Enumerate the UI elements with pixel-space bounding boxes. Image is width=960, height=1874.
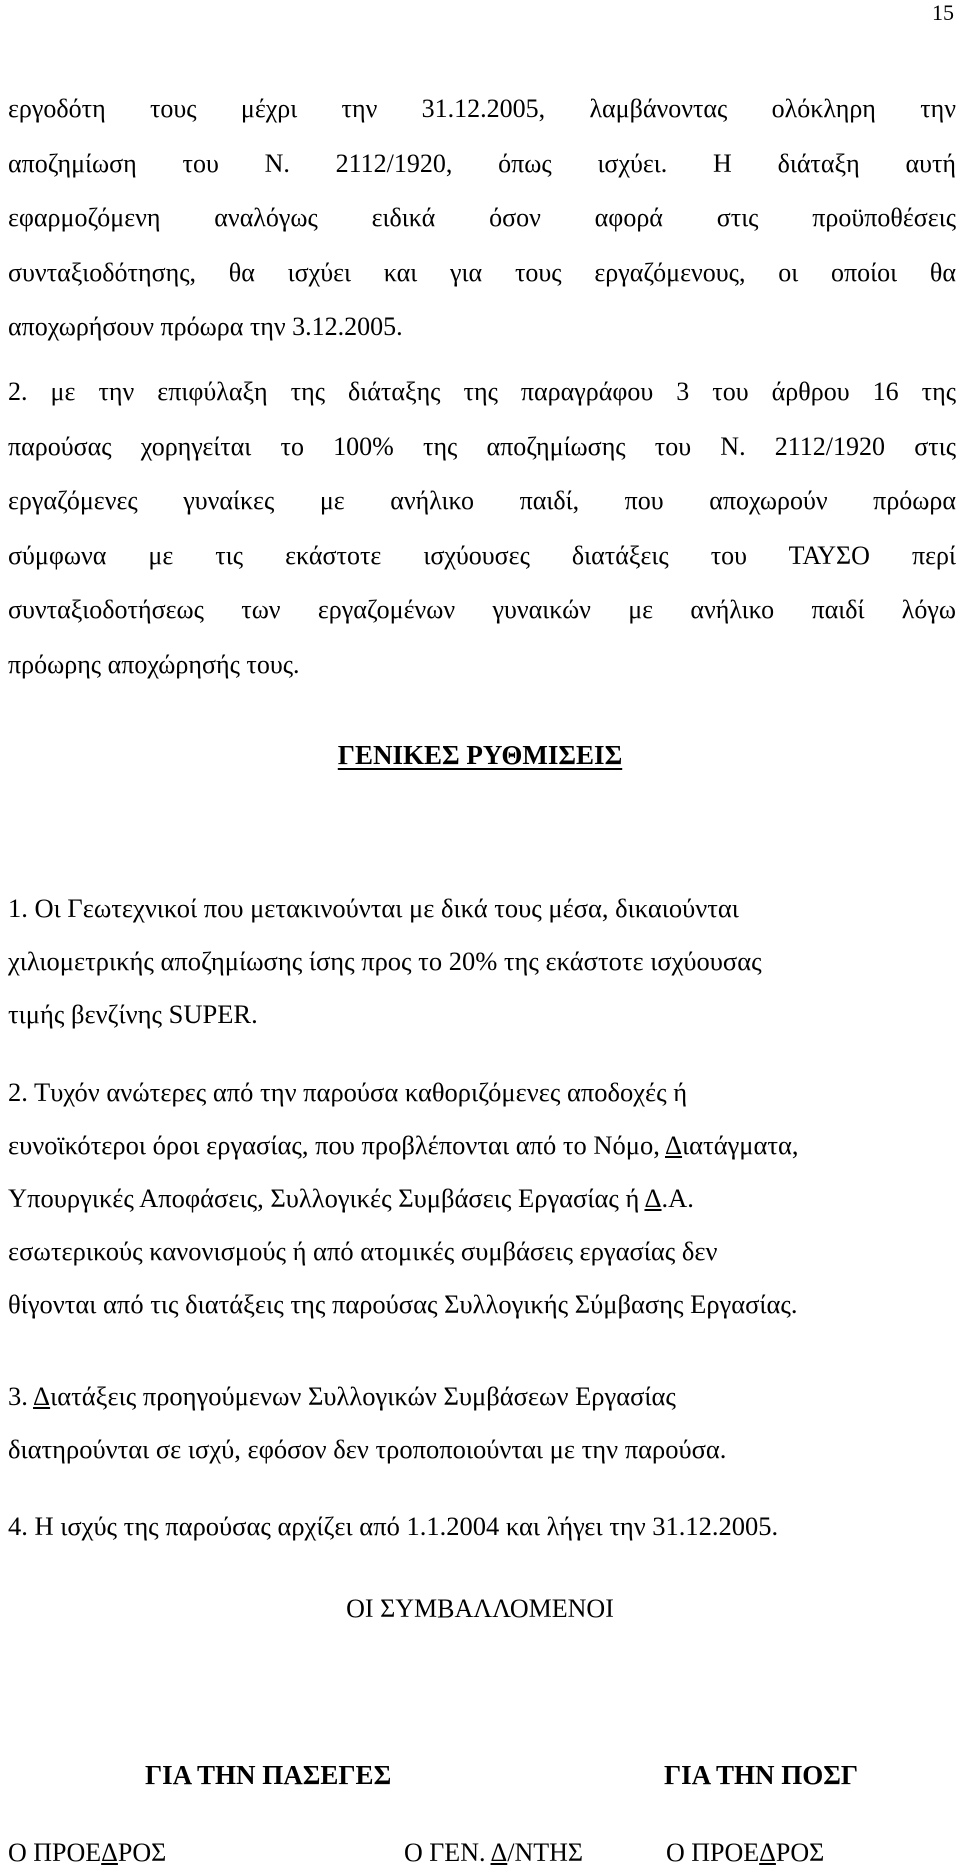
underlined-letter: Δ — [101, 1838, 118, 1867]
text-line: διατηρούνται σε ισχύ, εφόσον δεν τροποποιούνται με την παρούσα. — [8, 1434, 727, 1464]
underlined-letter: Δ — [644, 1183, 662, 1213]
signature-title-left: ΓΙΑ ΤΗΝ ΠΑΣΕΓΕΣ — [145, 1760, 392, 1790]
text-segment: Υπουργικές Αποφάσεις, Συλλογικές Συμβάσεις Εργασίας ή — [8, 1183, 645, 1213]
general-item-3 — [8, 1370, 956, 1476]
text-segment: Ο ΠΡΟΕ — [8, 1838, 102, 1867]
text-line: 4. Η ισχύς της παρούσας αρχίζει από 1.1.2004 και λήγει την 31.12.2005. — [8, 1511, 779, 1541]
text-line — [8, 1119, 956, 1172]
text-line: εφαρμοζόμενη αναλόγως ειδικά όσον αφορά στις προϋποθέσεις — [8, 203, 956, 233]
text-segment: .Α. — [661, 1183, 694, 1213]
text-line: εργαζόμενες γυναίκες με ανήλικο παιδί, που αποχωρούν πρόωρα — [8, 486, 956, 516]
text-segment: ευνοϊκότεροι όροι εργασίας, που προβλέπονται από το Νόμο, — [8, 1130, 665, 1160]
signature-role-middle — [404, 1838, 583, 1868]
text-segment: Ο ΠΡΟΕ — [666, 1838, 760, 1867]
text-line: χιλιομετρικής αποζημίωσης ίσης προς το 20% της εκάστοτε ισχύουσας — [8, 946, 762, 976]
text-line: 1. Οι Γεωτεχνικοί που μετακινούνται με δικά τους μέσα, δικαιούνται — [8, 893, 739, 923]
text-line: πρόωρης αποχώρησής τους. — [8, 649, 300, 679]
paragraph-2 — [8, 365, 956, 693]
text-segment: ΡΟΣ — [775, 1838, 825, 1867]
underlined-letter: Δ — [665, 1130, 683, 1160]
general-item-2 — [8, 1066, 956, 1331]
text-line — [8, 1172, 956, 1225]
text-segment: Ο ΓΕΝ. — [404, 1838, 491, 1867]
text-line: 2. με την επιφύλαξη της διάταξης της παραγράφου 3 του άρθρου 16 της — [8, 376, 956, 406]
text-line: εσωτερικούς κανονισμούς ή από ατομικές συμβάσεις εργασίας δεν — [8, 1236, 718, 1266]
page-number: 15 — [932, 0, 954, 25]
text-segment: /ΝΤΗΣ — [507, 1838, 584, 1867]
paragraph-continuation — [8, 82, 956, 355]
text-line: αποζημίωση του Ν. 2112/1920, όπως ισχύει. Η διάταξη αυτή — [8, 148, 956, 178]
text-line: αποχωρήσουν πρόωρα την 3.12.2005. — [8, 312, 403, 342]
text-line: παρούσας χορηγείται το 100% της αποζημίωσης του Ν. 2112/1920 στις — [8, 431, 956, 461]
text-line: 2. Τυχόν ανώτερες από την παρούσα καθοριζόμενες αποδοχές ή — [8, 1077, 688, 1107]
signature-role-left — [8, 1838, 166, 1868]
text-segment: ιατάξεις προηγούμενων Συλλογικών Συμβάσεων Εργασίας — [50, 1381, 676, 1411]
section-heading: ΓΕΝΙΚΕΣ ΡΥΘΜΙΣΕΙΣ — [337, 740, 623, 770]
text-line: θίγονται από τις διατάξεις της παρούσας Συλλογικής Σύμβασης Εργασίας. — [8, 1289, 798, 1319]
text-line: σύμφωνα με τις εκάστοτε ισχύουσες διατάξεις του ΤΑΥΣΟ περί — [8, 540, 956, 570]
general-item-4 — [8, 1500, 956, 1553]
text-segment: 3. — [8, 1381, 34, 1411]
text-line: συνταξιοδότησης, θα ισχύει και για τους εργαζόμενους, οι οποίοι θα — [8, 257, 956, 287]
text-segment: ΡΟΣ — [117, 1838, 167, 1867]
text-line — [8, 1370, 956, 1423]
underlined-letter: Δ — [759, 1838, 776, 1867]
underlined-letter: Δ — [490, 1838, 508, 1867]
intro-paragraphs — [8, 82, 956, 693]
parties-title: ΟΙ ΣΥΜΒΑΛΛΟΜΕΝΟΙ — [346, 1594, 614, 1623]
text-line: εργοδότη τους μέχρι την 31.12.2005, λαμβάνοντας ολόκληρη την — [8, 94, 956, 123]
signature-role-right — [666, 1838, 824, 1868]
signature-title-right: ΓΙΑ ΤΗΝ ΠΟΣΓ — [664, 1760, 859, 1790]
text-segment: ιατάγματα, — [682, 1130, 799, 1160]
underlined-letter: Δ — [33, 1381, 51, 1411]
general-item-1 — [8, 882, 956, 1041]
text-line: συνταξιοδοτήσεως των εργαζομένων γυναικών με ανήλικο παιδί λόγω — [8, 595, 956, 625]
text-line: τιμής βενζίνης SUPER. — [8, 999, 258, 1029]
